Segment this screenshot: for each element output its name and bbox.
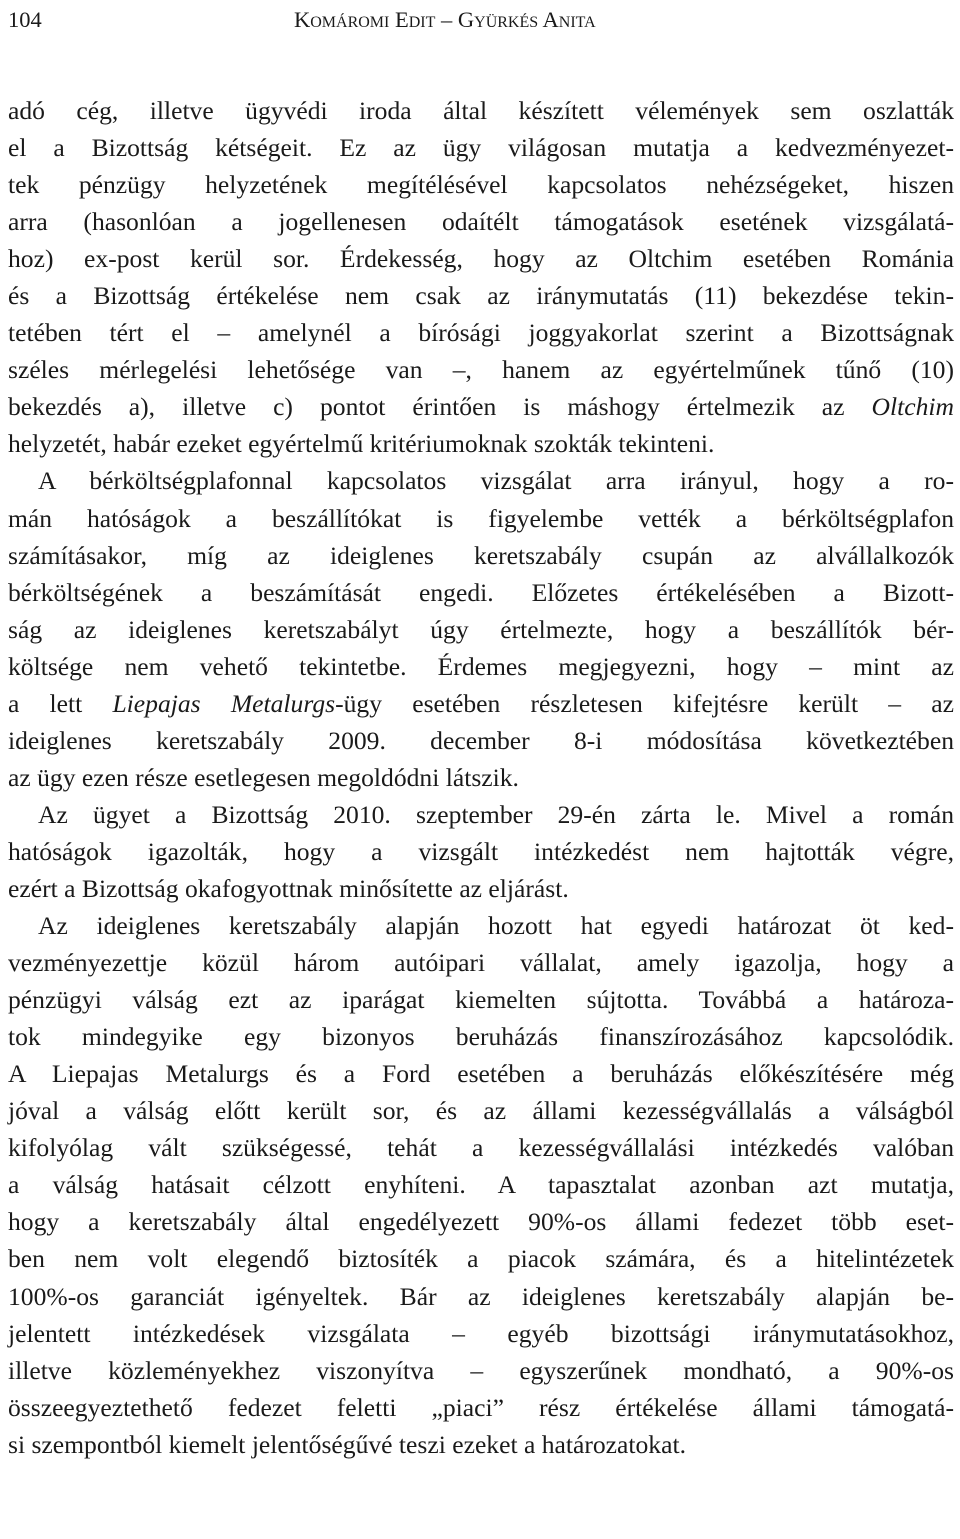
running-head: Komáromi Edit – Gyürkés Anita	[294, 7, 596, 32]
italic-term: Liepajas Metalurgs	[112, 688, 336, 718]
text-line: tetében tért el – amelynél a bírósági joggyakorlat szerint a Bizottságnak	[8, 318, 954, 348]
text-line: hoz) ex-post kerül sor. Érdekesség, hogy az Oltchim esetében Románia	[8, 244, 954, 274]
text-line: a válság hatásait célzott enyhíteni. A tapasztalat azonban azt mutatja,	[8, 1170, 954, 1200]
text-line: helyzetét, habár ezeket egyértelmű kritériumoknak szokták tekinteni.	[8, 429, 715, 459]
text-line: tek pénzügy helyzetének megítélésével kapcsolatos nehézségeket, hiszen	[8, 170, 954, 200]
text-line: vezményezettje közül három autóipari vállalat, amely igazolja, hogy a	[8, 948, 954, 978]
text-segment: a lett	[8, 688, 113, 718]
text-line: bérköltségének a beszámítását engedi. Előzetes értékelésében a Bizott-	[8, 577, 954, 607]
text-line: Az ideiglenes keretszabály alapján hozott hat egyedi határozat öt ked-	[38, 911, 954, 941]
text-line: el a Bizottság kétségeit. Ez az ügy világosan mutatja a kedvezményezet-	[8, 133, 954, 163]
text-line: A Liepajas Metalurgs és a Ford esetében a beruházás előkészítésére még	[8, 1059, 954, 1089]
italic-term: Oltchim	[871, 392, 954, 422]
text-line: ság az ideiglenes keretszabályt úgy értelmezte, hogy a beszállítók bér-	[8, 614, 954, 644]
text-line	[8, 685, 954, 722]
body-text	[8, 92, 954, 1463]
page-number: 104	[8, 7, 42, 32]
text-line: illetve közleményekhez viszonyítva – egyszerűnek mondható, a 90%-os	[8, 1355, 954, 1385]
text-line: A bérköltségplafonnal kapcsolatos vizsgálat arra irányul, hogy a ro-	[38, 466, 954, 496]
text-line: összeegyeztethető fedezet feletti „piaci” rész értékelése állami támogatá-	[8, 1392, 954, 1422]
text-line: és a Bizottság értékelése nem csak az iránymutatás (11) bekezdése tekin-	[8, 281, 954, 311]
text-line: költsége nem vehető tekintetbe. Érdemes megjegyezni, hogy – mint az	[8, 651, 954, 681]
text-line: 100%-os garanciát igényeltek. Bár az ideiglenes keretszabály alapján be-	[8, 1281, 954, 1311]
text-line: kifolyólag vált szükségessé, tehát a kezességvállalási intézkedés valóban	[8, 1133, 954, 1163]
text-line: az ügy ezen része esetlegesen megoldódni látszik.	[8, 762, 519, 792]
text-line: si szempontból kiemelt jelentőségűvé teszi ezeket a határozatokat.	[8, 1429, 686, 1459]
text-line: jóval a válság előtt került sor, és az állami kezességvállalás a válságból	[8, 1096, 954, 1126]
text-segment: bekezdés a), illetve c) pontot érintően is máshogy értelmezik az	[8, 392, 872, 422]
text-line: adó cég, illetve ügyvédi iroda által készített vélemények sem oszlatták	[8, 96, 954, 125]
text-line: széles mérlegelési lehetősége van –, hanem az egyértelműnek tűnő (10)	[8, 355, 954, 385]
text-line: tok mindegyike egy bizonyos beruházás finanszírozásához kapcsolódik.	[8, 1022, 954, 1052]
text-segment: -ügy esetében részletesen kifejtésre került – az	[335, 688, 954, 718]
text-line: pénzügyi válság ezt az iparágat kiemelten sújtotta. Továbbá a határoza-	[8, 985, 954, 1015]
text-line: jelentett intézkedések vizsgálata – egyéb bizottsági iránymutatásokhoz,	[8, 1318, 954, 1348]
text-line: hatóságok igazolták, hogy a vizsgált intézkedést nem hajtották végre,	[8, 836, 954, 866]
text-line: mán hatóságok a beszállítókat is figyelembe vették a bérköltségplafon	[8, 503, 954, 533]
text-line: ben nem volt elegendő biztosíték a piacok számára, és a hitelintézetek	[8, 1244, 954, 1274]
text-line: Az ügyet a Bizottság 2010. szeptember 29-én zárta le. Mivel a román	[38, 799, 954, 829]
text-line: ezért a Bizottság okafogyottnak minősítette az eljárást.	[8, 873, 569, 903]
text-line: ideiglenes keretszabály 2009. december 8-i módosítása következtében	[8, 725, 954, 755]
text-line: számításakor, míg az ideiglenes keretszabály csupán az alvállalkozók	[8, 540, 954, 570]
page-header	[8, 0, 952, 40]
text-line: hogy a keretszabály által engedélyezett 90%-os állami fedezet több eset-	[8, 1207, 954, 1237]
text-line: arra (hasonlóan a jogellenesen odaítélt támogatások esetének vizsgálatá-	[8, 207, 954, 237]
text-line	[8, 388, 954, 425]
